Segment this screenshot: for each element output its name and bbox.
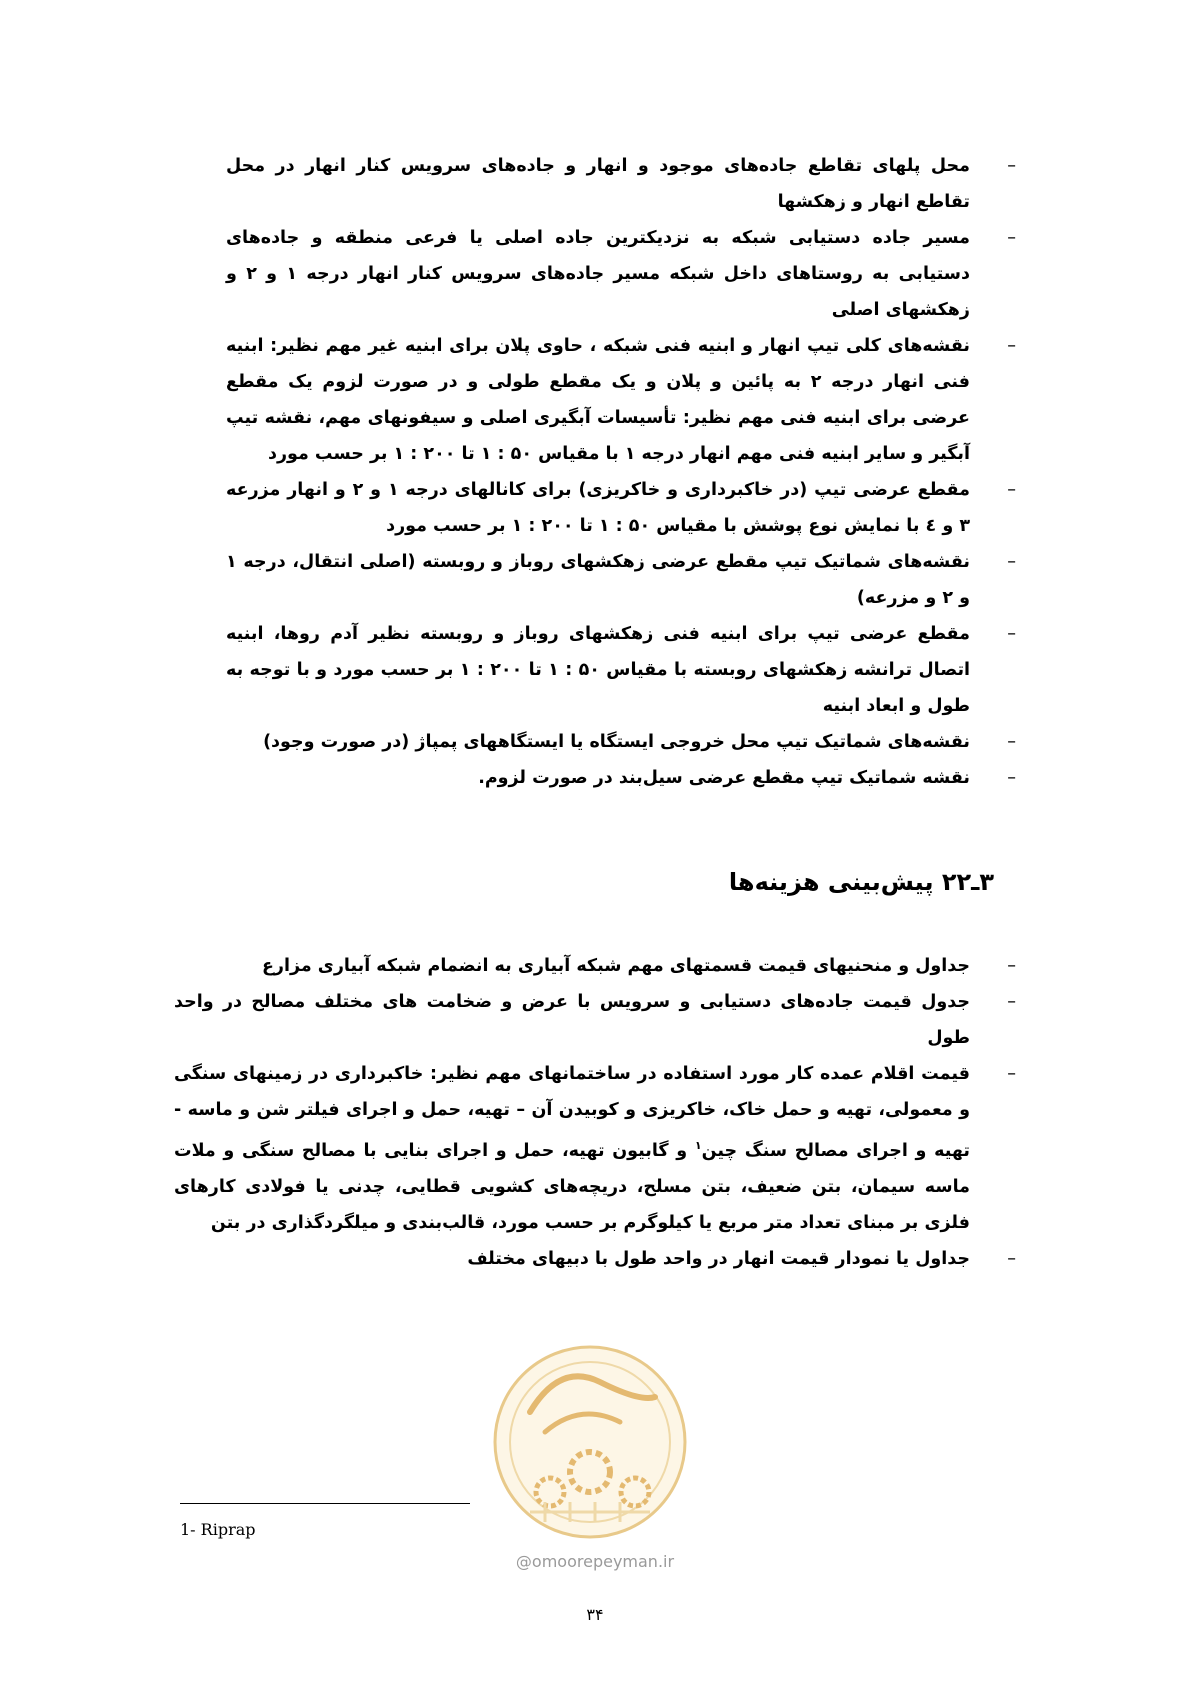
list-item-text: نقشه شماتیک تیپ مقطع عرضی سیل‌بند در صورت لزوم. xyxy=(478,768,970,788)
bullet-dash: – xyxy=(1007,768,1016,788)
section-heading: ۳ـ۲۲ پیش‌بینی هزینه‌ها xyxy=(728,868,994,896)
list-item xyxy=(226,616,1034,724)
footnote-divider xyxy=(180,1503,470,1504)
bullet-dash: – xyxy=(1007,624,1016,644)
list-item-text: محل پلهای تقاطع جاده‌های موجود و انهار و جاده‌های سرویس کنار انهار در محل تقاطع انهار و زهکشها xyxy=(226,156,970,212)
bullet-dash: – xyxy=(1007,228,1016,248)
list-item-text: مسیر جاده دستیابی شبکه به نزدیکترین جاده اصلی یا فرعی منطقه و جاده‌های دستیابی به روستاهای داخل شبکه مسیر جاده‌های سرویس کنار انهار درجه ۱ و ۲ و زهکشهای اصلی xyxy=(226,228,970,320)
list-item-text: جداول و منحنیهای قیمت قسمتهای مهم شبکه آبیاری به انضمام شبکه آبیاری مزارع xyxy=(261,956,970,976)
bullet-dash: – xyxy=(1007,732,1016,752)
list-item xyxy=(226,544,1034,616)
list-item-text: قیمت اقلام عمده کار مورد استفاده در ساختمانهای مهم نظیر: خاکبرداری در زمینهای سنگی و معمولی، تهیه و حمل خاک، خاکریزی و کوبیدن آن – تهیه، حمل و اجرای فیلتر شن و ماسه - تهیه و اجرای مصالح سنگ چین xyxy=(174,1064,970,1161)
bullet-dash: – xyxy=(1007,1064,1016,1084)
list-item-text: جداول یا نمودار قیمت انهار در واحد طول با دبیهای مختلف xyxy=(467,1248,970,1269)
cost-list xyxy=(174,948,1034,1277)
list-item xyxy=(226,760,1034,796)
list-item xyxy=(226,472,1034,544)
list-item xyxy=(174,984,1034,1056)
list-item-text-cont: و گابیون تهیه، حمل و اجرای بنایی با مصالح سنگی و ملات ماسه سیمان، بتن ضعیف، بتن مسلح، دریچه‌های کشویی قطایی، چدنی یا فولادی کارهای فلزی بر مبنای تعداد متر مربع یا کیلوگرم بر حسب مورد، قالب‌بندی و میلگردگذاری در بتن xyxy=(174,1140,970,1233)
list-item xyxy=(174,948,1034,984)
page-number: ۳۴ xyxy=(586,1605,604,1624)
list-item xyxy=(226,328,1034,472)
list-item-text: نقشه‌های شماتیک تیپ مقطع عرضی زهکشهای روباز و روبسته (اصلی انتقال، درجه ۱ و ۲ و مزرعه) xyxy=(226,552,970,608)
bullet-dash: – xyxy=(1007,1248,1016,1269)
list-item-text: نقشه‌های کلی تیپ انهار و ابنیه فنی شبکه ، حاوی پلان برای ابنیه غیر مهم نظیر: ابنیه فنی انهار درجه ۲ به پائین و پلان و یک مقطع طولی و در صورت لزوم یک مقطع عرضی برای ابنیه فنی مهم نظیر: تأسیسات آبگیری اصلی و سیفونهای مهم، نقشه تیپ آبگیر و سایر ابنیه فنی مهم انهار درجه ۱ با مقیاس ۵۰ : ۱ تا ۲۰۰ : ۱ بر حسب مورد xyxy=(226,336,970,464)
list-item-text: نقشه‌های شماتیک تیپ محل خروجی ایستگاه یا ایستگاههای پمپاژ (در صورت وجود) xyxy=(263,732,970,752)
watermark-text: @omoorepeyman.ir xyxy=(515,1552,675,1571)
footnote-reference: ۱ xyxy=(694,1139,702,1152)
drawings-list xyxy=(226,148,1034,796)
watermark-logo xyxy=(490,1342,690,1542)
list-item-text: مقطع عرضی تیپ (در خاکبرداری و خاکریزی) برای کانالهای درجه ۱ و ۲ و انهار مزرعه ۳ و ٤ با نمایش نوع پوشش با مقیاس ۵۰ : ۱ تا ۲۰۰ : ۱ بر حسب مورد xyxy=(226,480,970,536)
list-item xyxy=(226,148,1034,220)
list-item-text: جدول قیمت جاده‌های دستیابی و سرویس با عرض و ضخامت های مختلف مصالح در واحد طول xyxy=(174,992,970,1048)
list-item xyxy=(226,724,1034,760)
bullet-dash: – xyxy=(1007,552,1016,572)
bullet-dash: – xyxy=(1007,992,1016,1012)
bullet-dash: – xyxy=(1007,336,1016,356)
list-item xyxy=(174,1241,1034,1277)
bullet-dash: – xyxy=(1007,480,1016,500)
bullet-dash: – xyxy=(1007,156,1016,176)
footnote: 1- Riprap xyxy=(180,1520,256,1539)
list-item xyxy=(226,220,1034,328)
list-item-text: مقطع عرضی تیپ برای ابنیه فنی زهکشهای روباز و روبسته نظیر آدم روها، ابنیه اتصال ترانشه زهکشهای روبسته با مقیاس ۵۰ : ۱ تا ۲۰۰ : ۱ بر حسب مورد و با توجه به طول و ابعاد ابنیه xyxy=(226,624,971,716)
bullet-dash: – xyxy=(1007,956,1016,976)
list-item xyxy=(174,1056,1034,1241)
